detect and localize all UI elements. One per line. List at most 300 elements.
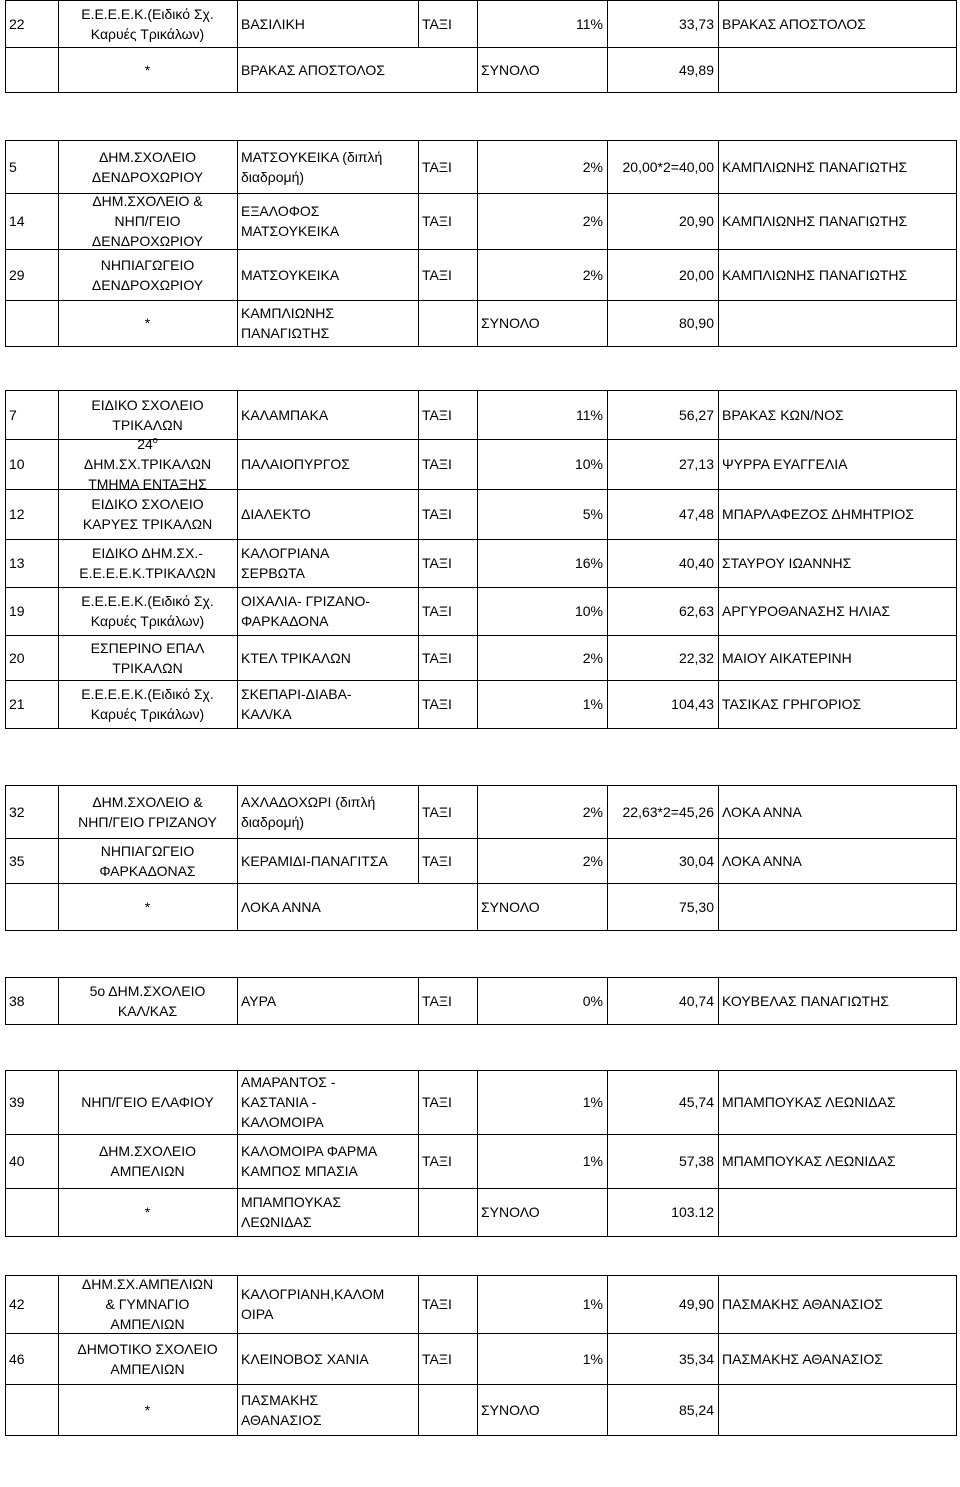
route-cell	[241, 991, 276, 1011]
total-value	[607, 60, 714, 80]
row-number-line: 22	[9, 16, 25, 32]
table-border-line	[237, 1333, 238, 1384]
table-border-line	[237, 140, 238, 193]
discount-percent-line: 0%	[582, 993, 603, 1009]
row-number-line: 46	[9, 1351, 25, 1367]
discount-percent	[477, 851, 603, 871]
total-label	[481, 60, 540, 80]
school-cell-line: Καρυές Τρικάλων)	[90, 706, 205, 722]
discount-percent	[477, 454, 603, 474]
total-value-line: 80,90	[678, 315, 714, 331]
table-border-line	[418, 0, 419, 47]
vehicle-type	[422, 405, 452, 425]
route-cell-line: ΦΑΡΚΑΔΟΝΑ	[241, 613, 329, 629]
route-value-line: 62,63	[678, 603, 714, 619]
table-border-line	[418, 1275, 419, 1333]
vehicle-type	[422, 851, 452, 871]
school-ordinal	[58, 434, 237, 454]
school-cell-line: ΕΙΔΙΚΟ ΔΗΜ.ΣΧ.-	[92, 545, 203, 561]
total-label-line: ΣΥΝΟΛΟ	[481, 1204, 540, 1220]
school-cell-line: ΔΗΜ.ΣΧΟΛΕΙΟ	[98, 1143, 197, 1159]
discount-percent-line: 16%	[574, 555, 603, 571]
route-value	[607, 601, 714, 621]
school-cell-line: ΕΙΔΙΚΟ ΣΧΟΛΕΙΟ	[91, 496, 204, 512]
school-cell-line: ΦΑΡΚΑΔΟΝΑΣ	[99, 863, 196, 879]
table-border-line	[237, 249, 238, 300]
total-owner-line: ΠΑΝΑΓΙΩΤΗΣ	[241, 325, 330, 341]
total-value-line: 85,24	[678, 1402, 714, 1418]
discount-percent-line: 2%	[582, 267, 603, 283]
table-border-line	[5, 728, 957, 729]
total-value	[607, 1400, 714, 1420]
route-cell-line: ΑΥΡΑ	[241, 993, 277, 1009]
school-cell-line: ΑΜΠΕΛΙΩΝ	[110, 1163, 185, 1179]
contractor-name	[722, 1151, 896, 1171]
row-number	[9, 601, 25, 621]
table-border-line	[956, 1384, 957, 1435]
route-cell	[241, 147, 382, 187]
school-cell-line: ΑΜΠΕΛΙΩΝ	[110, 1316, 185, 1332]
route-value-line: 20,00	[678, 267, 714, 283]
school-cell-line: ΕΙΔΙΚΟ ΣΧΟΛΕΙΟ	[91, 397, 204, 413]
vehicle-type-line: ΤΑΞΙ	[422, 407, 452, 423]
vehicle-type-line: ΤΑΞΙ	[422, 16, 452, 32]
total-marker	[58, 60, 237, 80]
vehicle-type	[422, 802, 452, 822]
table-border-line	[237, 587, 238, 635]
school-cell-line: Ε.Ε.Ε.Ε.Κ.(Ειδικό Σχ.	[81, 593, 214, 609]
school-cell-line: ΔΕΝΔΡΟΧΩΡΙΟΥ	[91, 277, 204, 293]
contractor-name	[722, 211, 907, 231]
vehicle-type-line: ΤΑΞΙ	[422, 650, 452, 666]
contractor-name-line: ΠΑΣΜΑΚΗΣ ΑΘΑΝΑΣΙΟΣ	[722, 1296, 883, 1312]
table-border-line	[718, 977, 719, 1024]
row-number	[9, 1349, 25, 1369]
contractor-name-line: ΜΑΙΟΥ ΑΙΚΑΤΕΡΙΝΗ	[722, 650, 852, 666]
total-label-line: ΣΥΝΟΛΟ	[481, 899, 540, 915]
contractor-name-line: ΜΠΑΜΠΟΥΚΑΣ ΛΕΩΝΙΔΑΣ	[722, 1094, 896, 1110]
discount-percent-line: 10%	[574, 456, 603, 472]
contractor-name-line: ΨΥΡΡΑ ΕΥΑΓΓΕΛΙΑ	[722, 456, 848, 472]
table-border-line	[956, 1333, 957, 1384]
school-cell-line: ΝΗΠ/ΓΕΙΟ ΓΡΙΖΑΝΟΥ	[78, 814, 217, 830]
discount-percent	[477, 601, 603, 621]
table-border-line	[5, 1275, 6, 1333]
table-border-line	[5, 1188, 6, 1236]
school-cell-line: ΝΗΠΙΑΓΩΓΕΙΟ	[100, 257, 195, 273]
discount-percent	[477, 1151, 603, 1171]
route-value-line: 33,73	[678, 16, 714, 32]
table-border-line	[718, 635, 719, 680]
row-number	[9, 694, 25, 714]
table-border-line	[5, 977, 6, 1024]
vehicle-type-line: ΤΑΞΙ	[422, 213, 452, 229]
route-cell-line: διαδρομή)	[241, 814, 305, 830]
route-cell-line: ΚΑΜΠΟΣ ΜΠΑΣΙΑ	[241, 1163, 358, 1179]
vehicle-type	[422, 211, 452, 231]
total-marker-line: *	[144, 315, 151, 331]
table-border-line	[718, 300, 719, 346]
table-border-line	[237, 0, 238, 47]
discount-percent	[477, 157, 603, 177]
discount-percent	[477, 694, 603, 714]
table-border-line	[5, 1435, 957, 1436]
route-value	[607, 454, 714, 474]
total-owner-line: ΜΠΑΜΠΟΥΚΑΣ	[241, 1194, 341, 1210]
table-border-line	[418, 439, 419, 489]
total-value	[607, 897, 714, 917]
vehicle-type	[422, 1294, 452, 1314]
vehicle-type	[422, 1092, 452, 1112]
total-owner	[241, 897, 321, 917]
route-value	[607, 694, 714, 714]
total-value	[607, 1202, 714, 1222]
contractor-name-line: ΜΠΑΜΠΟΥΚΑΣ ΛΕΩΝΙΔΑΣ	[722, 1153, 896, 1169]
table-border-line	[718, 539, 719, 587]
table-border-line	[5, 1134, 957, 1135]
table-border-line	[956, 489, 957, 539]
route-cell-line: ΣΚΕΠΑΡΙ-ΔΙΑΒΑ-	[241, 686, 352, 702]
route-value-line: 20,90	[678, 213, 714, 229]
table-border-line	[5, 439, 6, 489]
vehicle-type	[422, 14, 452, 34]
school-cell-line: Ε.Ε.Ε.Ε.Κ.(Ειδικό Σχ.	[81, 686, 214, 702]
discount-percent-line: 5%	[582, 506, 603, 522]
contractor-name	[722, 14, 866, 34]
table-border-line	[5, 1384, 957, 1385]
vehicle-type	[422, 648, 452, 668]
school-cell-line: Καρυές Τρικάλων)	[90, 26, 205, 42]
contractor-name-line: ΠΑΣΜΑΚΗΣ ΑΘΑΝΑΣΙΟΣ	[722, 1351, 883, 1367]
table-border-line	[956, 977, 957, 1024]
table-border-line	[5, 489, 6, 539]
school-cell-line: ΤΜΗΜΑ ΕΝΤΑΞΗΣ	[88, 476, 207, 492]
row-number-line: 19	[9, 603, 25, 619]
total-marker-line: *	[144, 1402, 151, 1418]
route-cell-line: ΑΧΛΑΔΟΧΩΡΙ (διπλή	[241, 794, 376, 810]
table-border-line	[956, 785, 957, 838]
contractor-name	[722, 454, 847, 474]
route-value	[607, 1092, 714, 1112]
table-border-line	[5, 539, 6, 587]
total-value	[607, 313, 714, 333]
vehicle-type-line: ΤΑΞΙ	[422, 456, 452, 472]
table-border-line	[956, 47, 957, 92]
table-border-line	[418, 390, 419, 439]
route-value-line: 35,34	[678, 1351, 714, 1367]
total-label	[481, 1202, 540, 1222]
route-cell	[241, 201, 339, 241]
table-border-line	[718, 249, 719, 300]
route-cell-line: ΑΜΑΡΑΝΤΟΣ -	[241, 1074, 336, 1090]
total-owner-line: ΛΟΚΑ ΑΝΝΑ	[241, 899, 321, 915]
discount-percent	[477, 648, 603, 668]
row-number	[9, 851, 25, 871]
table-border-line	[718, 1275, 719, 1333]
total-owner	[241, 303, 334, 343]
school-cell	[58, 1274, 237, 1334]
table-border-line	[718, 785, 719, 838]
table-border-line	[718, 390, 719, 439]
route-cell	[241, 1349, 369, 1369]
total-value-line: 103.12	[671, 1204, 714, 1220]
vehicle-type	[422, 157, 452, 177]
ordinal-suffix: ο	[152, 435, 158, 445]
table-border-line	[237, 489, 238, 539]
vehicle-type-line: ΤΑΞΙ	[422, 159, 452, 175]
route-cell-line: ΣΕΡΒΩΤΑ	[241, 565, 305, 581]
table-border-line	[718, 1070, 719, 1134]
school-cell	[58, 638, 237, 678]
discount-percent	[477, 211, 603, 231]
vehicle-type	[422, 1349, 452, 1369]
table-border-line	[418, 1070, 419, 1134]
route-cell-line: ΜΑΤΣΟΥΚΕΙΚΑ	[241, 267, 340, 283]
table-border-line	[477, 47, 478, 92]
vehicle-type	[422, 265, 452, 285]
table-border-line	[418, 1333, 419, 1384]
route-value-line: 104,43	[671, 696, 714, 712]
route-cell	[241, 792, 375, 832]
route-value-line: 49,90	[678, 1296, 714, 1312]
table-border-line	[5, 785, 6, 838]
route-value	[607, 211, 714, 231]
table-border-line	[5, 930, 957, 931]
row-number	[9, 553, 25, 573]
route-cell-line: ΚΑΛΑΜΠΑΚΑ	[241, 407, 329, 423]
discount-percent-line: 10%	[574, 603, 603, 619]
route-cell-line: διαδρομή)	[241, 169, 305, 185]
table-border-line	[956, 0, 957, 47]
school-cell-line: ΚΑΛ/ΚΑΣ	[117, 1003, 178, 1019]
route-cell	[241, 851, 388, 871]
ordinal-number: 24	[137, 436, 153, 452]
table-border-line	[5, 193, 6, 249]
vehicle-type	[422, 504, 452, 524]
table-border-line	[237, 883, 238, 930]
row-number-line: 12	[9, 506, 25, 522]
contractor-name	[722, 265, 907, 285]
route-cell-line: ΜΑΤΣΟΥΚΕΙΚΑ	[241, 223, 340, 239]
total-label-line: ΣΥΝΟΛΟ	[481, 315, 540, 331]
contractor-name-line: ΚΑΜΠΛΙΩΝΗΣ ΠΑΝΑΓΙΩΤΗΣ	[722, 213, 908, 229]
table-border-line	[718, 587, 719, 635]
route-cell-line: ΟΙΧΑΛΙΑ- ΓΡΙΖΑΝΟ-	[241, 593, 371, 609]
table-border-line	[237, 1070, 238, 1134]
table-border-line	[418, 838, 419, 883]
row-number	[9, 14, 25, 34]
table-border-line	[5, 838, 957, 839]
discount-percent-line: 1%	[582, 696, 603, 712]
table-border-line	[5, 1134, 6, 1188]
total-owner-line: ΑΘΑΝΑΣΙΟΣ	[241, 1412, 322, 1428]
row-number	[9, 648, 25, 668]
school-cell-line: ΔΗΜ.ΣΧΟΛΕΙΟ	[98, 149, 197, 165]
contractor-name	[722, 694, 861, 714]
table-border-line	[5, 635, 6, 680]
discount-percent-line: 11%	[576, 407, 603, 423]
table-border-line	[718, 1188, 719, 1236]
route-cell-line: ΚΕΡΑΜΙΔΙ-ΠΑΝΑΓΙΤΣΑ	[241, 853, 388, 869]
table-border-line	[237, 977, 238, 1024]
table-border-line	[956, 140, 957, 193]
route-value	[607, 14, 714, 34]
table-border-line	[5, 249, 6, 300]
discount-percent-line: 1%	[582, 1153, 603, 1169]
table-border-line	[5, 883, 957, 884]
school-cell	[58, 684, 237, 724]
school-cell	[58, 255, 237, 295]
school-cell-line: ΤΡΙΚΑΛΩΝ	[112, 660, 183, 676]
table-border-line	[418, 193, 419, 249]
table-border-line	[956, 539, 957, 587]
table-border-line	[5, 346, 957, 347]
table-border-line	[5, 140, 957, 141]
vehicle-type	[422, 694, 452, 714]
contractor-name-line: ΑΡΓΥΡΟΘΑΝΑΣΗΣ ΗΛΙΑΣ	[722, 603, 891, 619]
row-number-line: 38	[9, 993, 25, 1009]
contractor-name-line: ΒΡΑΚΑΣ ΑΠΟΣΤΟΛΟΣ	[722, 16, 866, 32]
contractor-name-line: ΜΠΑΡΛΑΦΕΖΟΣ ΔΗΜΗΤΡΙΟΣ	[722, 506, 914, 522]
route-value	[607, 157, 714, 177]
row-number-line: 32	[9, 804, 25, 820]
route-cell-line: ΚΤΕΛ ΤΡΙΚΑΛΩΝ	[241, 650, 351, 666]
route-value-line: 22,32	[678, 650, 714, 666]
route-cell-line: ΚΑΛΟΜΟΙΡΑ	[241, 1114, 324, 1130]
table-border-line	[718, 140, 719, 193]
row-number	[9, 1294, 25, 1314]
discount-percent-line: 2%	[582, 650, 603, 666]
vehicle-type-line: ΤΑΞΙ	[422, 1296, 452, 1312]
contractor-name-line: ΣΤΑΥΡΟΥ ΙΩΑΝΝΗΣ	[722, 555, 852, 571]
table-border-line	[5, 977, 957, 978]
table-border-line	[718, 0, 719, 47]
total-label-line: ΣΥΝΟΛΟ	[481, 62, 540, 78]
table-border-line	[477, 1188, 478, 1236]
contractor-name	[722, 157, 907, 177]
discount-percent-line: 1%	[582, 1094, 603, 1110]
total-owner-line: ΒΡΑΚΑΣ ΑΠΟΣΤΟΛΟΣ	[241, 62, 385, 78]
contractor-name-line: ΛΟΚΑ ΑΝΝΑ	[722, 853, 802, 869]
contractor-name-line: ΚΟΥΒΕΛΑΣ ΠΑΝΑΓΙΩΤΗΣ	[722, 993, 889, 1009]
table-border-line	[956, 1275, 957, 1333]
discount-percent-line: 2%	[582, 213, 603, 229]
contractor-name	[722, 1092, 896, 1112]
table-border-line	[718, 883, 719, 930]
table-border-line	[237, 193, 238, 249]
total-value-line: 75,30	[678, 899, 714, 915]
school-cell-line: ΔΗΜ.ΣΧΟΛΕΙΟ &	[92, 193, 203, 209]
school-cell-line: ΑΜΠΕΛΙΩΝ	[110, 1361, 185, 1377]
row-number-line: 39	[9, 1094, 25, 1110]
route-value-line: 45,74	[678, 1094, 714, 1110]
school-cell-line: ΔΗΜΟΤΙΚΟ ΣΧΟΛΕΙΟ	[77, 1341, 218, 1357]
total-marker-line: *	[144, 62, 151, 78]
discount-percent-line: 2%	[582, 853, 603, 869]
route-cell	[241, 684, 352, 724]
contractor-name	[722, 553, 851, 573]
school-cell	[58, 191, 237, 251]
contractor-name-line: ΤΑΣΙΚΑΣ ΓΡΗΓΟΡΙΟΣ	[722, 696, 862, 712]
table-border-line	[418, 249, 419, 300]
route-cell	[241, 591, 370, 631]
row-number-line: 7	[9, 407, 17, 423]
route-value	[607, 405, 714, 425]
school-cell	[58, 395, 237, 435]
route-cell	[241, 454, 350, 474]
table-border-line	[5, 680, 6, 728]
route-value	[607, 802, 714, 822]
table-border-line	[956, 193, 957, 249]
route-value	[607, 851, 714, 871]
total-marker	[58, 1400, 237, 1420]
contractor-name	[722, 991, 889, 1011]
school-cell	[58, 1092, 237, 1112]
row-number	[9, 991, 25, 1011]
table-border-line	[418, 977, 419, 1024]
row-number-line: 40	[9, 1153, 25, 1169]
total-marker-line: *	[144, 1204, 151, 1220]
route-value-line: 40,74	[678, 993, 714, 1009]
contractor-name	[722, 648, 852, 668]
school-cell	[58, 4, 237, 44]
table-border-line	[956, 1134, 957, 1188]
school-cell-line: ΝΗΠ/ΓΕΙΟ ΕΛΑΦΙΟΥ	[81, 1094, 214, 1110]
route-value-line: 47,48	[678, 506, 714, 522]
school-cell-line: ΔΗΜ.ΣΧ.ΑΜΠΕΛΙΩΝ	[81, 1276, 214, 1292]
route-value-line: 30,04	[678, 853, 714, 869]
school-cell	[58, 591, 237, 631]
discount-percent	[477, 14, 603, 34]
table-border-line	[5, 838, 6, 883]
route-value	[607, 1151, 714, 1171]
row-number	[9, 504, 25, 524]
table-border-line	[418, 300, 419, 346]
total-marker	[58, 1202, 237, 1222]
row-number	[9, 211, 25, 231]
row-number	[9, 1092, 25, 1112]
discount-percent-line: 2%	[582, 804, 603, 820]
row-number	[9, 1151, 25, 1171]
route-value	[607, 265, 714, 285]
total-owner	[241, 60, 385, 80]
route-cell-line: ΚΑΛΟΓΡΙΑΝΗ,ΚΑΛΟΜ	[241, 1286, 385, 1302]
table-border-line	[5, 680, 957, 681]
school-cell-line: 5ο ΔΗΜ.ΣΧΟΛΕΙΟ	[89, 983, 206, 999]
school-cell-line: ΝΗΠ/ΓΕΙΟ	[114, 213, 181, 229]
school-cell-line: ΤΡΙΚΑΛΩΝ	[112, 417, 183, 433]
contractor-name-line: ΒΡΑΚΑΣ ΚΩΝ/ΝΟΣ	[722, 407, 844, 423]
table-border-line	[477, 1384, 478, 1435]
route-value	[607, 1349, 714, 1369]
vehicle-type	[422, 454, 452, 474]
vehicle-type-line: ΤΑΞΙ	[422, 993, 452, 1009]
school-cell-line: ΚΑΡΥΕΣ ΤΡΙΚΑΛΩΝ	[82, 516, 213, 532]
table-border-line	[418, 1188, 419, 1236]
discount-percent	[477, 265, 603, 285]
row-number-line: 14	[9, 213, 25, 229]
table-border-line	[237, 635, 238, 680]
table-border-line	[718, 439, 719, 489]
route-value-line: 20,00*2=40,00	[622, 159, 714, 175]
table-border-line	[956, 838, 957, 883]
table-border-line	[956, 249, 957, 300]
route-cell	[241, 265, 339, 285]
table-border-line	[5, 0, 6, 47]
table-border-line	[5, 47, 6, 92]
school-cell	[58, 792, 237, 832]
table-border-line	[418, 587, 419, 635]
